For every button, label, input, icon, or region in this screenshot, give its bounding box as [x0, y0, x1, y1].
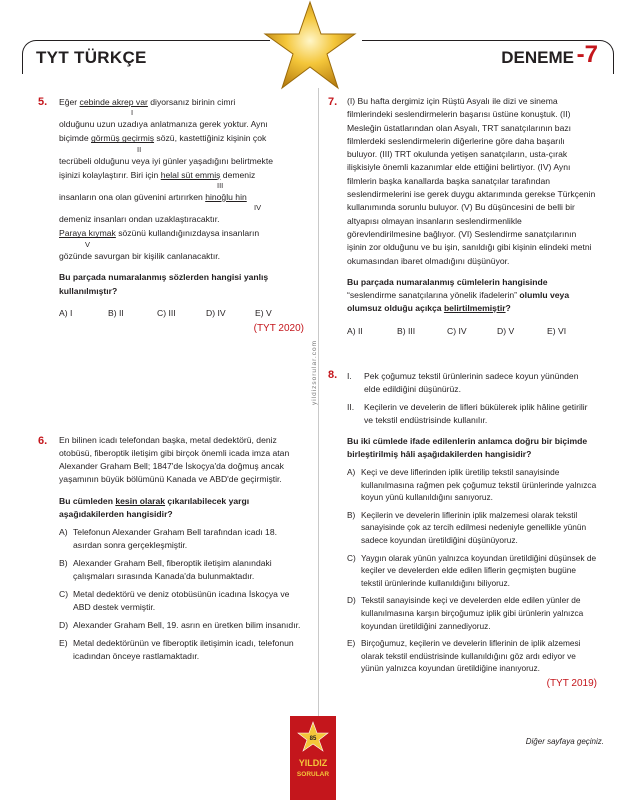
option-b[interactable]: B) Alexander Graham Bell, fiberoptik iletişim alanındaki çalışmaları sırasında Kanada'da bulunmaktadır. — [59, 558, 272, 581]
yildiz-sorular-logo — [290, 716, 336, 800]
option-c[interactable]: C) Yaygın olarak yünün yalnızca koyundan üretildiğini düşünsek de keçiler ve develerden elde edilen liflerin geçmişten bugüne tekstil ürünlerinde kullanıldığını biliyoruz. — [347, 552, 597, 588]
roman-IV: IV — [254, 203, 262, 213]
option-e[interactable]: E) Birçoğumuz, keçilerin ve develerin liflerinin de iplik alzemesi olarak tekstil endüstrisinde kullanıldığını göz ardı ediyor ve yünün yalnızca koyundan üretildiğine inanıyoruz. — [347, 638, 581, 674]
option-d[interactable]: D) IV — [206, 308, 226, 319]
logo-number: 85 — [309, 736, 317, 742]
q7-stem: (I) Bu hafta dergimiz için Rüştü Asyalı ile dizi ve sinema filmlerindeki seslendirmelerin başarısı üstüne konuştuk. (II) Mesleğin üstatlarından olan Asyalı, TRT sanatçılarının bazı filmlerdeki seslendirmelerin diğerlerine göre daha başarılı buluyor. (III) TRT okulunda yetişen sanatçıların, usta-çırak ilişkisiyle önemli kazanımlar elde ettiğini belirtiyor. (IV) Aynı filmlerin başka kanallarda başka sanatçılar tarafından seslendirmelerini ise gerek duygu aktarımında gerekse Türkçenin kullanımında sorunlu buluyor. (V) Bu düşüncesini de belli bir altyapısı olmayan insanların seslendirmenlikle görevlendirilmesine bağlıyor. (VI) Seslendirme sanatçılarının işinin zor olduğunu ve bu işin, sanıldığı gibi kişinin elindeki metni okumasından ibaret olmadığını düşünüyor. — [347, 96, 596, 266]
q5-line-9: gözünde savurgan bir kişilik canlanacaktır. — [59, 250, 220, 261]
next-page-note: Diğer sayfaya geçiniz. — [525, 737, 604, 746]
q8-question: Bu iki cümlede ifade edilenlerin anlamca doğru bir biçimde birleştirilmiş hâli aşağıdakilerden hangisidir? — [347, 436, 588, 459]
question-number: 6. — [38, 435, 48, 447]
logo-line-1: YILDIZ — [298, 758, 328, 768]
q5-line-3: biçimde görmüş geçirmiş sözü, kastettiğiniz kişinin çok — [59, 133, 267, 144]
deneme-label: DENEME — [501, 48, 574, 67]
roman-I: I — [131, 108, 134, 118]
q5-options — [59, 306, 304, 320]
option-e[interactable]: E) V — [255, 308, 272, 319]
site-watermark: yildizsorular.com — [311, 340, 318, 406]
question-number: 8. — [328, 369, 338, 381]
option-d[interactable]: D) Alexander Graham Bell, 19. asrın en üretken bilim insanıdır. — [59, 620, 301, 630]
exam-title: TYT TÜRKÇE — [36, 48, 147, 67]
option-e[interactable]: E) Metal dedektörünün ve fiberoptik iletişimin icadı, telefonun icadından önceye rastlamaktadır. — [59, 638, 294, 661]
gold-star-icon — [262, 0, 358, 92]
q5-line-6: insanların ona olan güvenini artırırken hinoğlu hin — [59, 192, 247, 203]
option-c[interactable]: C) Metal dedektörü ve deniz otobüsünün icadına İskoçya ve ABD destek vermiştir. — [59, 589, 290, 612]
option-a[interactable]: A) II — [347, 325, 363, 336]
q5-line-2: olduğunu uzun uzadıya anlatmanıza gerek yoktur. Aynı — [59, 119, 268, 130]
option-e[interactable]: E) VI — [547, 325, 567, 336]
option-a[interactable]: A) Keçi ve deve liflerinden iplik üretilip tekstil sanayisinde kullanılmasına rağmen pek çoğumuz tekstil ürünlerinde yalnızca koyun yünü kullanıldığını sanıyoruz. — [347, 467, 597, 503]
option-d[interactable]: D) Tekstil sanayisinde keçi ve develerden elde edilen yünler de kullanılmasına karşın birçoğumuz iplik gibi ürünlerin yalnızca koyundan üretildiğini zannediyoruz. — [347, 595, 584, 631]
q8-options — [347, 466, 597, 675]
option-b[interactable]: B) II — [108, 308, 124, 319]
q8-item-1: I. Pek çoğumuz tekstil ürünlerinin sadece koyun yününden elde edildiğini düşünürüz. — [347, 371, 579, 394]
question-number: 5. — [38, 96, 48, 108]
q5-line-7: demeniz insanları ondan uzaklaştıracaktır. — [59, 214, 220, 225]
q6-question: Bu cümleden kesin olarak çıkarılabilecek yargı aşağıdakilerden hangisidir? — [59, 496, 250, 519]
roman-II: II — [137, 144, 142, 154]
q6-options — [59, 526, 304, 663]
q8-source: (TYT 2019) — [546, 677, 597, 689]
q6-stem: En bilinen icadı telefondan başka, metal dedektörü, deniz otobüsü, fiberoptik iletişim gibi birçok önemli icada imza atan Alexander Graham Bell; 1847'de İskoçya'da doğmuş ancak yaşamının büyük bölümünü Kanada ve ABD'de geçirmiştir. — [59, 435, 290, 484]
q8-item-2: II. Keçilerin ve develerin de lifleri bükülerek iplik hâline getirilir ve tekstil endüstrisinde kullanılır. — [347, 402, 588, 425]
q5-line-1: Eğer cebinde akrep var diyorsanız birinin cimri — [59, 97, 236, 107]
option-c[interactable]: C) IV — [447, 325, 467, 336]
option-b[interactable]: B) III — [397, 325, 416, 336]
option-a[interactable]: A) Telefonun Alexander Graham Bell tarafından icadı 18. asırdan sonra gerçekleşmiştir. — [59, 527, 277, 550]
q5-question: Bu parçada numaralanmış sözlerden hangisi yanlış kullanılmıştır? — [59, 271, 269, 297]
logo-line-2: SORULAR — [296, 771, 330, 778]
q5-line-4: tecrübeli olduğunu veya iyi günler yaşadığını belirtmekte — [59, 155, 274, 166]
roman-V: V — [85, 239, 91, 249]
column-divider — [318, 88, 319, 743]
deneme-number: -7 — [576, 41, 598, 68]
option-c[interactable]: C) III — [157, 308, 176, 319]
q5-source: (TYT 2020) — [253, 323, 304, 335]
question-number: 7. — [328, 96, 338, 108]
q7-question: Bu parçada numaralanmış cümlelerin hangisinde “seslendirme sanatçılarına yönelik ifadelerin” olumlu veya olumsuz olduğu açıkça belirtilmemiştir? — [347, 276, 570, 313]
q5-line-8: Paraya kıymak sözünü kullandığınızdaysa insanların — [59, 228, 260, 239]
option-d[interactable]: D) V — [497, 325, 515, 336]
q7-options — [347, 324, 597, 338]
option-b[interactable]: B) Keçilerin ve develerin liflerinin iplik malzemesi olarak tekstil sanayisinde çok az tercih edilmesi nedeniyle genellikle yünün sadece koyundan üretildiğini düşünüyoruz. — [347, 509, 587, 545]
roman-III: III — [217, 181, 224, 191]
option-a[interactable]: A) I — [59, 308, 73, 319]
q5-line-5: işinizi kolaylaştırır. Biri için helal süt emmiş demeniz — [59, 169, 256, 180]
